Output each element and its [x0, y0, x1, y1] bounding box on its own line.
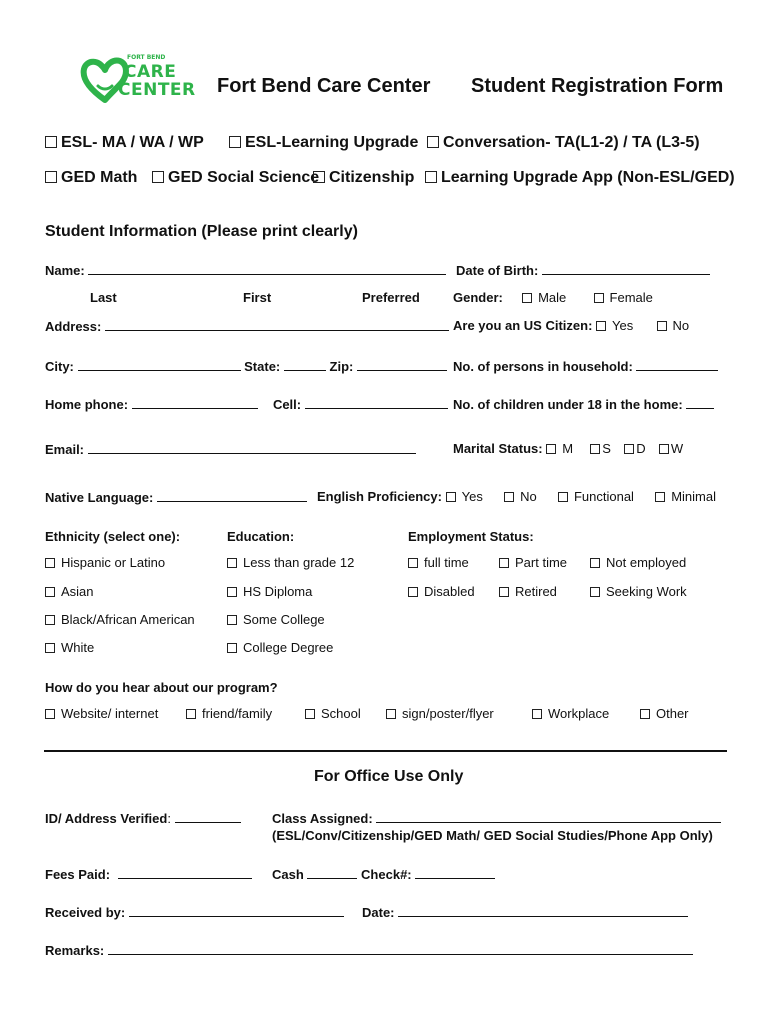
city-field[interactable] [78, 358, 241, 371]
logo-small-text: FORT BEND [127, 54, 166, 61]
employment-option-retired[interactable]: Retired [499, 584, 557, 599]
hear-option-friend-family[interactable]: friend/family [186, 706, 272, 721]
citizen-no-option[interactable]: No [657, 318, 690, 333]
education-heading: Education: [227, 529, 295, 544]
checkbox-icon[interactable] [659, 444, 669, 454]
employment-option-full-time[interactable]: full time [408, 555, 469, 570]
program-esl-ma[interactable]: ESL- MA / WA / WP [45, 134, 204, 152]
checkbox-icon[interactable] [657, 321, 667, 331]
hear-option-workplace[interactable]: Workplace [532, 706, 609, 721]
marital-m-option[interactable]: M [546, 441, 573, 456]
hear-option-school[interactable]: School [305, 706, 361, 721]
hear-option-other[interactable]: Other [640, 706, 689, 721]
name-field[interactable] [88, 262, 446, 275]
checkbox-icon[interactable] [227, 558, 237, 568]
checkbox-icon[interactable] [45, 136, 57, 148]
checkbox-icon[interactable] [655, 492, 665, 502]
checkbox-icon[interactable] [45, 615, 55, 625]
ethnicity-heading: Ethnicity (select one): [45, 529, 181, 544]
state-field[interactable] [284, 358, 326, 371]
checkbox-icon[interactable] [227, 643, 237, 653]
email-field[interactable] [88, 441, 416, 454]
checkbox-icon[interactable] [45, 171, 57, 183]
checkbox-icon[interactable] [427, 136, 439, 148]
checkbox-icon[interactable] [408, 587, 418, 597]
native-language-row: Native Language: [45, 489, 307, 505]
checkbox-icon[interactable] [590, 587, 600, 597]
checkbox-icon[interactable] [590, 444, 600, 454]
checkbox-icon[interactable] [229, 136, 241, 148]
hear-option-website[interactable]: Website/ internet [45, 706, 158, 721]
program-learning-upgrade-app[interactable]: Learning Upgrade App (Non-ESL/GED) [425, 169, 735, 187]
home-phone-field[interactable] [132, 396, 258, 409]
checkbox-icon[interactable] [313, 171, 325, 183]
household-row: No. of persons in household: [453, 358, 718, 374]
employment-option-disabled[interactable]: Disabled [408, 584, 475, 599]
citizen-row: Are you an US Citizen: Yes No [453, 318, 690, 333]
english-functional-option[interactable]: Functional [558, 489, 634, 504]
children-field[interactable] [686, 396, 714, 409]
name-preferred-label: Preferred [362, 290, 420, 305]
native-language-field[interactable] [157, 489, 307, 502]
address-row: Address: [45, 318, 449, 334]
form-title: Student Registration Form [471, 75, 724, 97]
checkbox-icon[interactable] [532, 709, 542, 719]
student-info-heading: Student Information (Please print clearly) [45, 223, 358, 240]
class-assigned-row: Class Assigned: [272, 810, 721, 826]
logo-line2: CENTER [118, 80, 196, 100]
checkbox-icon[interactable] [45, 643, 55, 653]
program-ged-social-science[interactable]: GED Social Science [152, 169, 319, 187]
ethnicity-option-white[interactable]: White [45, 640, 94, 655]
checkbox-icon[interactable] [446, 492, 456, 502]
checkbox-icon[interactable] [186, 709, 196, 719]
fees-paid-field[interactable] [118, 866, 252, 879]
email-row: Email: [45, 441, 416, 457]
cash-field[interactable] [307, 866, 357, 879]
dob-field[interactable] [542, 262, 710, 275]
employment-option-not-employed[interactable]: Not employed [590, 555, 686, 570]
class-assigned-note: (ESL/Conv/Citizenship/GED Math/ GED Social Studies/Phone App Only) [272, 828, 713, 843]
checkbox-icon[interactable] [640, 709, 650, 719]
program-ged-math[interactable]: GED Math [45, 169, 137, 187]
cell-field[interactable] [305, 396, 448, 409]
ethnicity-option-hispanic[interactable]: Hispanic or Latino [45, 555, 165, 570]
name-first-label: First [243, 290, 272, 305]
phone-row: Home phone: Cell: [45, 396, 448, 412]
date-row: Date: [362, 904, 688, 920]
id-verified-field[interactable] [175, 810, 241, 823]
date-field[interactable] [398, 904, 688, 917]
checkbox-icon[interactable] [45, 558, 55, 568]
name-last-label: Last [90, 290, 117, 305]
received-by-row: Received by: [45, 904, 344, 920]
education-option-less-grade-12[interactable]: Less than grade 12 [227, 555, 354, 570]
check-number-field[interactable] [415, 866, 495, 879]
checkbox-icon[interactable] [546, 444, 556, 454]
children-row: No. of children under 18 in the home: [453, 396, 714, 412]
marital-row: Marital Status: M S D W [453, 441, 684, 456]
marital-s-option[interactable]: S [590, 441, 611, 456]
fees-paid-row: Fees Paid: [45, 866, 252, 882]
city-row: City: State: Zip: [45, 358, 447, 374]
checkbox-icon[interactable] [227, 587, 237, 597]
education-option-some-college[interactable]: Some College [227, 612, 325, 627]
citizen-yes-option[interactable]: Yes [596, 318, 633, 333]
logo-line1: CARE [124, 62, 177, 82]
cash-check-row: Cash Check#: [272, 866, 495, 882]
english-row: English Proficiency: Yes No Functional Minimal [317, 489, 716, 504]
education-option-college-degree[interactable]: College Degree [227, 640, 333, 655]
hear-about-question: How do you hear about our program? [45, 680, 278, 695]
section-divider [44, 750, 727, 752]
checkbox-icon[interactable] [45, 709, 55, 719]
employment-option-part-time[interactable]: Part time [499, 555, 567, 570]
marital-w-option[interactable]: W [659, 441, 683, 456]
hear-option-sign-poster[interactable]: sign/poster/flyer [386, 706, 494, 721]
gender-male-option[interactable]: Male [522, 290, 566, 305]
office-heading: For Office Use Only [314, 768, 464, 785]
checkbox-icon[interactable] [499, 558, 509, 568]
checkbox-icon[interactable] [45, 587, 55, 597]
english-yes-option[interactable]: Yes [446, 489, 483, 504]
gender-female-option[interactable]: Female [594, 290, 653, 305]
checkbox-icon[interactable] [386, 709, 396, 719]
class-assigned-field[interactable] [376, 810, 721, 823]
checkbox-icon[interactable] [504, 492, 514, 502]
org-title: Fort Bend Care Center [217, 75, 431, 97]
checkbox-icon[interactable] [590, 558, 600, 568]
checkbox-icon[interactable] [152, 171, 164, 183]
checkbox-icon[interactable] [408, 558, 418, 568]
english-minimal-option[interactable]: Minimal [655, 489, 716, 504]
zip-field[interactable] [357, 358, 447, 371]
checkbox-icon[interactable] [522, 293, 532, 303]
ethnicity-option-black[interactable]: Black/African American [45, 612, 195, 627]
program-citizenship[interactable]: Citizenship [313, 169, 414, 187]
checkbox-icon[interactable] [499, 587, 509, 597]
employment-heading: Employment Status: [408, 529, 534, 544]
checkbox-icon[interactable] [594, 293, 604, 303]
address-field[interactable] [105, 318, 449, 331]
checkbox-icon[interactable] [227, 615, 237, 625]
checkbox-icon[interactable] [558, 492, 568, 502]
name-row: Name: [45, 262, 446, 278]
program-esl-learning-upgrade[interactable]: ESL-Learning Upgrade [229, 134, 418, 152]
education-option-hs-diploma[interactable]: HS Diploma [227, 584, 312, 599]
id-verified-row: ID/ Address Verified: [45, 810, 241, 826]
checkbox-icon[interactable] [596, 321, 606, 331]
dob-row: Date of Birth: [456, 262, 710, 278]
received-by-field[interactable] [129, 904, 344, 917]
marital-d-option[interactable]: D [624, 441, 645, 456]
remarks-field[interactable] [108, 942, 693, 955]
employment-option-seeking-work[interactable]: Seeking Work [590, 584, 687, 599]
checkbox-icon[interactable] [425, 171, 437, 183]
english-no-option[interactable]: No [504, 489, 537, 504]
ethnicity-option-asian[interactable]: Asian [45, 584, 94, 599]
gender-row: Gender: Male Female [453, 290, 653, 305]
checkbox-icon[interactable] [305, 709, 315, 719]
household-field[interactable] [636, 358, 718, 371]
remarks-row: Remarks: [45, 942, 693, 958]
checkbox-icon[interactable] [624, 444, 634, 454]
program-conversation[interactable]: Conversation- TA(L1-2) / TA (L3-5) [427, 134, 700, 152]
